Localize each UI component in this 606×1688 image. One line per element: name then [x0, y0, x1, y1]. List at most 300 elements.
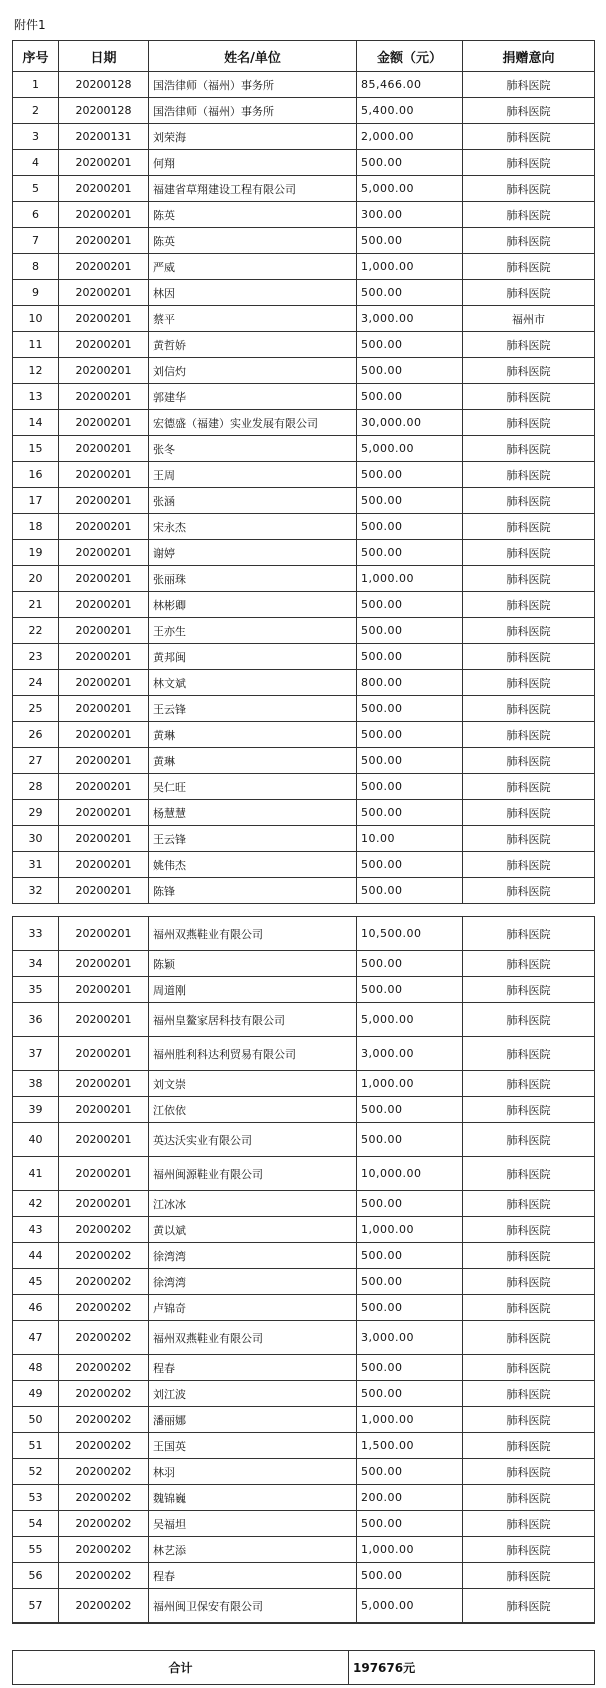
table-row — [13, 488, 595, 514]
header-intent: 捐赠意向 — [463, 41, 595, 72]
row-intent: 肺科医院 — [463, 384, 595, 410]
row-date: 20200202 — [59, 1459, 149, 1485]
row-index: 22 — [13, 618, 59, 644]
table-row — [13, 1563, 595, 1589]
row-intent: 肺科医院 — [463, 280, 595, 306]
row-index: 2 — [13, 98, 59, 124]
row-index: 12 — [13, 358, 59, 384]
row-intent: 肺科医院 — [463, 1071, 595, 1097]
table-row — [13, 332, 595, 358]
row-index: 28 — [13, 774, 59, 800]
row-index: 35 — [13, 977, 59, 1003]
row-intent: 肺科医院 — [463, 332, 595, 358]
row-intent: 肺科医院 — [463, 202, 595, 228]
header-amount: 金额（元） — [357, 41, 463, 72]
row-name: 王亦生 — [149, 618, 357, 644]
row-intent: 肺科医院 — [463, 670, 595, 696]
row-intent: 肺科医院 — [463, 722, 595, 748]
row-intent: 肺科医院 — [463, 1037, 595, 1071]
row-amount: 500.00 — [357, 280, 463, 306]
row-date: 20200202 — [59, 1589, 149, 1624]
table-row — [13, 1511, 595, 1537]
table-row — [13, 1589, 595, 1624]
row-intent: 肺科医院 — [463, 977, 595, 1003]
row-intent: 肺科医院 — [463, 1563, 595, 1589]
row-date: 20200202 — [59, 1217, 149, 1243]
table-row — [13, 644, 595, 670]
row-intent: 肺科医院 — [463, 878, 595, 904]
row-name: 刘信灼 — [149, 358, 357, 384]
row-index: 21 — [13, 592, 59, 618]
row-amount: 500.00 — [357, 540, 463, 566]
row-intent: 肺科医院 — [463, 1459, 595, 1485]
row-intent: 肺科医院 — [463, 1589, 595, 1624]
row-date: 20200201 — [59, 1191, 149, 1217]
donation-table-part-2 — [12, 916, 595, 1624]
table-row — [13, 1097, 595, 1123]
row-date: 20200128 — [59, 72, 149, 98]
row-amount: 500.00 — [357, 774, 463, 800]
row-date: 20200202 — [59, 1295, 149, 1321]
row-index: 32 — [13, 878, 59, 904]
row-name: 国浩律师（福州）事务所 — [149, 72, 357, 98]
row-index: 19 — [13, 540, 59, 566]
total-row — [13, 1651, 595, 1685]
row-index: 14 — [13, 410, 59, 436]
row-intent: 肺科医院 — [463, 1511, 595, 1537]
row-date: 20200201 — [59, 774, 149, 800]
table-row — [13, 696, 595, 722]
row-amount: 500.00 — [357, 150, 463, 176]
row-index: 37 — [13, 1037, 59, 1071]
row-index: 41 — [13, 1157, 59, 1191]
row-name: 何翔 — [149, 150, 357, 176]
row-amount: 500.00 — [357, 514, 463, 540]
row-index: 44 — [13, 1243, 59, 1269]
row-name: 国浩律师（福州）事务所 — [149, 98, 357, 124]
row-date: 20200201 — [59, 748, 149, 774]
row-date: 20200201 — [59, 852, 149, 878]
row-amount: 500.00 — [357, 1243, 463, 1269]
row-date: 20200201 — [59, 306, 149, 332]
row-intent: 肺科医院 — [463, 514, 595, 540]
table-row — [13, 410, 595, 436]
row-amount: 500.00 — [357, 1295, 463, 1321]
row-index: 38 — [13, 1071, 59, 1097]
row-name: 福建省草翔建设工程有限公司 — [149, 176, 357, 202]
row-intent: 肺科医院 — [463, 618, 595, 644]
row-date: 20200201 — [59, 566, 149, 592]
row-index: 1 — [13, 72, 59, 98]
table-row — [13, 202, 595, 228]
table-row — [13, 878, 595, 904]
table-row — [13, 72, 595, 98]
row-amount: 3,000.00 — [357, 306, 463, 332]
row-amount: 500.00 — [357, 1355, 463, 1381]
table-row — [13, 1407, 595, 1433]
table-row — [13, 254, 595, 280]
row-name: 林羽 — [149, 1459, 357, 1485]
row-name: 卢锦奇 — [149, 1295, 357, 1321]
row-amount: 500.00 — [357, 1191, 463, 1217]
row-index: 49 — [13, 1381, 59, 1407]
row-name: 黄哲娇 — [149, 332, 357, 358]
row-date: 20200201 — [59, 384, 149, 410]
row-index: 20 — [13, 566, 59, 592]
row-name: 刘江波 — [149, 1381, 357, 1407]
row-name: 宋永杰 — [149, 514, 357, 540]
header-index: 序号 — [13, 41, 59, 72]
row-index: 25 — [13, 696, 59, 722]
row-date: 20200202 — [59, 1243, 149, 1269]
row-amount: 500.00 — [357, 1269, 463, 1295]
table-row — [13, 358, 595, 384]
row-intent: 肺科医院 — [463, 592, 595, 618]
row-amount: 5,000.00 — [357, 1003, 463, 1037]
row-intent: 肺科医院 — [463, 488, 595, 514]
row-index: 55 — [13, 1537, 59, 1563]
row-name: 陈英 — [149, 228, 357, 254]
row-intent: 肺科医院 — [463, 176, 595, 202]
row-intent: 肺科医院 — [463, 1407, 595, 1433]
row-intent: 肺科医院 — [463, 1191, 595, 1217]
table-row — [13, 748, 595, 774]
row-name: 魏锦巍 — [149, 1485, 357, 1511]
row-intent: 肺科医院 — [463, 774, 595, 800]
row-name: 王国英 — [149, 1433, 357, 1459]
row-intent: 肺科医院 — [463, 358, 595, 384]
table-row — [13, 917, 595, 951]
row-index: 23 — [13, 644, 59, 670]
row-amount: 500.00 — [357, 618, 463, 644]
header-name: 姓名/单位 — [149, 41, 357, 72]
row-date: 20200201 — [59, 358, 149, 384]
row-index: 26 — [13, 722, 59, 748]
row-amount: 5,400.00 — [357, 98, 463, 124]
row-amount: 500.00 — [357, 1097, 463, 1123]
row-intent: 肺科医院 — [463, 1537, 595, 1563]
row-date: 20200201 — [59, 202, 149, 228]
row-date: 20200201 — [59, 254, 149, 280]
table-row — [13, 670, 595, 696]
row-intent: 肺科医院 — [463, 1243, 595, 1269]
row-date: 20200201 — [59, 1071, 149, 1097]
row-name: 福州皇鳌家居科技有限公司 — [149, 1003, 357, 1037]
row-intent: 肺科医院 — [463, 1321, 595, 1355]
row-intent: 肺科医院 — [463, 1157, 595, 1191]
row-amount: 1,000.00 — [357, 1537, 463, 1563]
table-row — [13, 1485, 595, 1511]
row-amount: 500.00 — [357, 462, 463, 488]
row-amount: 500.00 — [357, 722, 463, 748]
row-amount: 1,000.00 — [357, 1217, 463, 1243]
row-amount: 1,000.00 — [357, 566, 463, 592]
row-index: 36 — [13, 1003, 59, 1037]
row-intent: 肺科医院 — [463, 566, 595, 592]
table-row — [13, 1321, 595, 1355]
row-index: 50 — [13, 1407, 59, 1433]
row-intent: 肺科医院 — [463, 98, 595, 124]
row-intent: 肺科医院 — [463, 410, 595, 436]
row-date: 20200202 — [59, 1511, 149, 1537]
row-index: 47 — [13, 1321, 59, 1355]
row-date: 20200201 — [59, 410, 149, 436]
total-label: 合计 — [13, 1651, 349, 1685]
row-name: 林艺添 — [149, 1537, 357, 1563]
row-amount: 5,000.00 — [357, 1589, 463, 1624]
row-index: 5 — [13, 176, 59, 202]
table-row — [13, 540, 595, 566]
row-name: 福州胜利科达利贸易有限公司 — [149, 1037, 357, 1071]
row-amount: 500.00 — [357, 696, 463, 722]
row-name: 严威 — [149, 254, 357, 280]
row-date: 20200201 — [59, 462, 149, 488]
donation-table-part-1 — [12, 40, 595, 904]
row-date: 20200201 — [59, 951, 149, 977]
row-intent: 肺科医院 — [463, 72, 595, 98]
row-index: 11 — [13, 332, 59, 358]
total-value: 197676元 — [349, 1651, 595, 1685]
row-name: 姚伟杰 — [149, 852, 357, 878]
row-name: 黄以斌 — [149, 1217, 357, 1243]
row-intent: 肺科医院 — [463, 1355, 595, 1381]
row-amount: 10,500.00 — [357, 917, 463, 951]
row-intent: 肺科医院 — [463, 800, 595, 826]
table-row — [13, 1217, 595, 1243]
row-name: 福州闽卫保安有限公司 — [149, 1589, 357, 1624]
row-name: 英达沃实业有限公司 — [149, 1123, 357, 1157]
row-date: 20200201 — [59, 800, 149, 826]
row-amount: 5,000.00 — [357, 176, 463, 202]
row-name: 林文斌 — [149, 670, 357, 696]
table-row — [13, 1157, 595, 1191]
row-intent: 肺科医院 — [463, 1003, 595, 1037]
row-name: 徐湾湾 — [149, 1243, 357, 1269]
row-intent: 肺科医院 — [463, 1217, 595, 1243]
row-index: 42 — [13, 1191, 59, 1217]
row-date: 20200202 — [59, 1563, 149, 1589]
row-amount: 500.00 — [357, 1563, 463, 1589]
row-name: 吴福坦 — [149, 1511, 357, 1537]
row-amount: 3,000.00 — [357, 1321, 463, 1355]
row-index: 7 — [13, 228, 59, 254]
table-row — [13, 800, 595, 826]
row-date: 20200202 — [59, 1485, 149, 1511]
row-date: 20200201 — [59, 488, 149, 514]
row-date: 20200201 — [59, 540, 149, 566]
row-name: 宏德盛（福建）实业发展有限公司 — [149, 410, 357, 436]
row-name: 福州闽源鞋业有限公司 — [149, 1157, 357, 1191]
row-intent: 肺科医院 — [463, 540, 595, 566]
row-name: 张丽珠 — [149, 566, 357, 592]
row-name: 王周 — [149, 462, 357, 488]
row-name: 林因 — [149, 280, 357, 306]
row-index: 45 — [13, 1269, 59, 1295]
table-row — [13, 462, 595, 488]
table-row — [13, 774, 595, 800]
table-row — [13, 1003, 595, 1037]
row-intent: 肺科医院 — [463, 1381, 595, 1407]
table-row — [13, 1037, 595, 1071]
row-index: 54 — [13, 1511, 59, 1537]
table-row — [13, 1459, 595, 1485]
row-date: 20200202 — [59, 1537, 149, 1563]
row-date: 20200201 — [59, 1037, 149, 1071]
row-date: 20200201 — [59, 977, 149, 1003]
row-name: 张冬 — [149, 436, 357, 462]
row-intent: 肺科医院 — [463, 150, 595, 176]
row-intent: 肺科医院 — [463, 951, 595, 977]
row-name: 吴仁旺 — [149, 774, 357, 800]
row-name: 蔡平 — [149, 306, 357, 332]
row-amount: 500.00 — [357, 748, 463, 774]
row-index: 9 — [13, 280, 59, 306]
row-index: 56 — [13, 1563, 59, 1589]
row-intent: 肺科医院 — [463, 852, 595, 878]
row-index: 13 — [13, 384, 59, 410]
row-index: 40 — [13, 1123, 59, 1157]
table-row — [13, 1355, 595, 1381]
row-amount: 500.00 — [357, 977, 463, 1003]
row-amount: 30,000.00 — [357, 410, 463, 436]
row-name: 林彬卿 — [149, 592, 357, 618]
row-amount: 500.00 — [357, 1381, 463, 1407]
row-name: 程春 — [149, 1563, 357, 1589]
table-row — [13, 176, 595, 202]
attachment-label: 附件1 — [14, 18, 46, 32]
table-row — [13, 436, 595, 462]
row-index: 3 — [13, 124, 59, 150]
row-name: 陈英 — [149, 202, 357, 228]
row-name: 黄琳 — [149, 748, 357, 774]
row-amount: 1,000.00 — [357, 1407, 463, 1433]
row-amount: 1,000.00 — [357, 254, 463, 280]
row-date: 20200201 — [59, 696, 149, 722]
row-intent: 肺科医院 — [463, 462, 595, 488]
table-row — [13, 566, 595, 592]
row-index: 53 — [13, 1485, 59, 1511]
row-date: 20200202 — [59, 1321, 149, 1355]
row-name: 王云锋 — [149, 826, 357, 852]
table-header-row — [13, 41, 595, 72]
row-amount: 500.00 — [357, 228, 463, 254]
row-date: 20200201 — [59, 332, 149, 358]
row-amount: 500.00 — [357, 951, 463, 977]
row-date: 20200201 — [59, 1003, 149, 1037]
table-row — [13, 852, 595, 878]
table-row — [13, 514, 595, 540]
row-amount: 5,000.00 — [357, 436, 463, 462]
table-row — [13, 1433, 595, 1459]
table-row — [13, 98, 595, 124]
row-date: 20200202 — [59, 1407, 149, 1433]
row-intent: 肺科医院 — [463, 1269, 595, 1295]
row-name: 陈颖 — [149, 951, 357, 977]
table-row — [13, 722, 595, 748]
row-intent: 肺科医院 — [463, 1485, 595, 1511]
row-amount: 200.00 — [357, 1485, 463, 1511]
row-amount: 1,000.00 — [357, 1071, 463, 1097]
row-index: 30 — [13, 826, 59, 852]
row-name: 谢婷 — [149, 540, 357, 566]
row-date: 20200201 — [59, 228, 149, 254]
row-date: 20200201 — [59, 670, 149, 696]
row-amount: 10,000.00 — [357, 1157, 463, 1191]
row-name: 江依依 — [149, 1097, 357, 1123]
table-row — [13, 1191, 595, 1217]
row-index: 31 — [13, 852, 59, 878]
row-name: 周道刚 — [149, 977, 357, 1003]
table-row — [13, 618, 595, 644]
row-index: 57 — [13, 1589, 59, 1624]
row-amount: 500.00 — [357, 1511, 463, 1537]
row-index: 48 — [13, 1355, 59, 1381]
row-index: 46 — [13, 1295, 59, 1321]
row-amount: 2,000.00 — [357, 124, 463, 150]
table-row — [13, 1243, 595, 1269]
row-amount: 500.00 — [357, 592, 463, 618]
row-index: 34 — [13, 951, 59, 977]
row-name: 郭建华 — [149, 384, 357, 410]
row-date: 20200201 — [59, 1097, 149, 1123]
row-date: 20200201 — [59, 514, 149, 540]
row-intent: 肺科医院 — [463, 826, 595, 852]
table-row — [13, 384, 595, 410]
row-date: 20200201 — [59, 826, 149, 852]
row-date: 20200201 — [59, 722, 149, 748]
row-amount: 500.00 — [357, 384, 463, 410]
row-name: 王云锋 — [149, 696, 357, 722]
row-index: 51 — [13, 1433, 59, 1459]
table-row — [13, 592, 595, 618]
row-name: 陈锋 — [149, 878, 357, 904]
row-amount: 300.00 — [357, 202, 463, 228]
row-index: 10 — [13, 306, 59, 332]
row-date: 20200131 — [59, 124, 149, 150]
row-intent: 肺科医院 — [463, 436, 595, 462]
row-name: 黄邦闽 — [149, 644, 357, 670]
row-intent: 肺科医院 — [463, 124, 595, 150]
row-index: 15 — [13, 436, 59, 462]
row-date: 20200201 — [59, 592, 149, 618]
row-amount: 85,466.00 — [357, 72, 463, 98]
table-row — [13, 826, 595, 852]
row-date: 20200202 — [59, 1381, 149, 1407]
row-amount: 10.00 — [357, 826, 463, 852]
row-amount: 500.00 — [357, 332, 463, 358]
row-index: 16 — [13, 462, 59, 488]
table-row — [13, 1295, 595, 1321]
row-name: 杨慧慧 — [149, 800, 357, 826]
row-date: 20200201 — [59, 436, 149, 462]
row-amount: 500.00 — [357, 878, 463, 904]
row-name: 张涵 — [149, 488, 357, 514]
table-row — [13, 150, 595, 176]
row-name: 潘丽娜 — [149, 1407, 357, 1433]
row-intent: 肺科医院 — [463, 1433, 595, 1459]
row-intent: 肺科医院 — [463, 1097, 595, 1123]
row-amount: 500.00 — [357, 1459, 463, 1485]
row-index: 29 — [13, 800, 59, 826]
row-date: 20200128 — [59, 98, 149, 124]
row-index: 4 — [13, 150, 59, 176]
total-row-table — [12, 1650, 595, 1685]
row-date: 20200201 — [59, 150, 149, 176]
row-intent: 肺科医院 — [463, 254, 595, 280]
row-intent: 肺科医院 — [463, 228, 595, 254]
header-date: 日期 — [59, 41, 149, 72]
row-name: 程春 — [149, 1355, 357, 1381]
